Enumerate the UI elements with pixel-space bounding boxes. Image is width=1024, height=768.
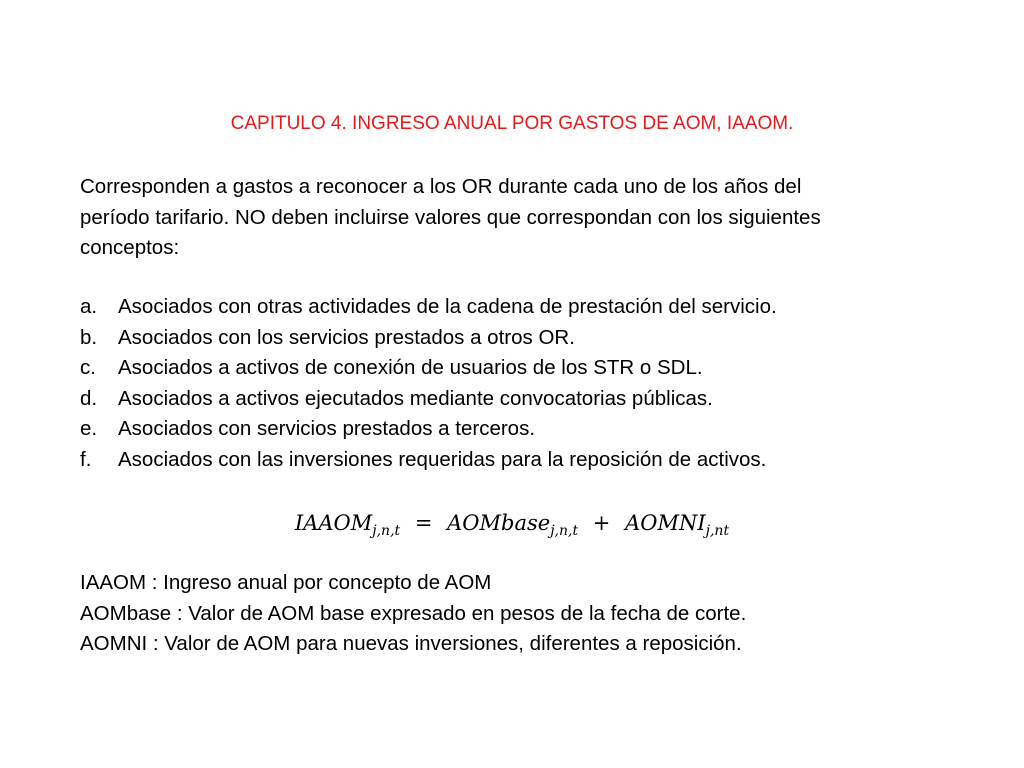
formula-term1-subscript: j,n,t <box>550 523 579 539</box>
list-item <box>80 353 960 384</box>
formula-lhs: IAAOM <box>294 511 373 535</box>
list-marker: f. <box>80 447 92 471</box>
list-item <box>80 414 960 445</box>
list-item-text: Asociados a activos de conexión de usuarios de los STR o SDL. <box>118 356 703 379</box>
list-item <box>80 292 960 323</box>
list-marker: c. <box>80 356 96 379</box>
intro-line: período tarifario. NO deben incluirse valores que correspondan con los siguientes <box>80 205 821 229</box>
definitions <box>80 568 960 660</box>
intro-paragraph <box>80 172 960 264</box>
list-item-text: Asociados con los servicios prestados a otros OR. <box>118 325 575 349</box>
list-item-text: Asociados con las inversiones requeridas para la reposición de activos. <box>118 447 767 471</box>
definition-aomni: AOMNI : Valor de AOM para nuevas inversiones, diferentes a reposición. <box>80 632 742 655</box>
list-item-text: Asociados con servicios prestados a terceros. <box>118 417 536 440</box>
iaaom-formula <box>0 506 1024 540</box>
list-item-text: Asociados con otras actividades de la cadena de prestación del servicio. <box>118 295 777 318</box>
formula-lhs-subscript: j,n,t <box>372 523 401 539</box>
list-marker: e. <box>80 417 98 440</box>
intro-line: conceptos: <box>80 236 180 259</box>
formula-plus: + <box>592 511 611 535</box>
list-marker: a. <box>80 295 98 318</box>
formula-term2-subscript: j,nt <box>705 523 730 539</box>
concepts-list <box>80 292 960 475</box>
slide-title: CAPITULO 4. INGRESO ANUAL POR GASTOS DE AOM, IAAOM. <box>230 113 794 134</box>
definition-iaaom: IAAOM : Ingreso anual por concepto de AOM <box>80 571 492 594</box>
formula-term2: AOMNI <box>625 511 706 535</box>
list-marker: b. <box>80 325 98 349</box>
list-item-text: Asociados a activos ejecutados mediante convocatorias públicas. <box>118 386 713 410</box>
definition-aombase: AOMbase : Valor de AOM base expresado en pesos de la fecha de corte. <box>80 601 747 625</box>
formula-term1: AOMbase <box>447 511 551 535</box>
formula-equals: = <box>414 511 433 535</box>
intro-line: Corresponden a gastos a reconocer a los OR durante cada uno de los años del <box>80 175 802 198</box>
list-marker: d. <box>80 386 98 410</box>
list-item <box>80 323 960 354</box>
list-item <box>80 384 960 415</box>
list-item <box>80 445 960 476</box>
